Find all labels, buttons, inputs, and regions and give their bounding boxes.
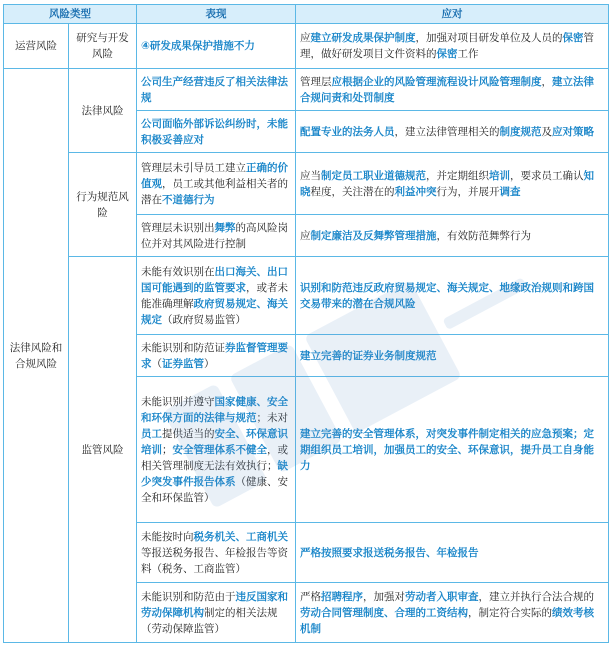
highlighted-text: 应对策略 [552, 125, 594, 138]
highlighted-text: 劳动合同管理制度、合理的工资结构 [300, 606, 468, 619]
highlighted-text: 保密 [436, 48, 458, 60]
response-cell [296, 153, 609, 215]
highlighted-text: 安全、环保意识培训 [141, 427, 288, 456]
plain-text: 应当 [300, 169, 321, 182]
plain-text: ，加强对 [363, 590, 405, 603]
plain-text: 未能按时向 [141, 530, 194, 543]
highlighted-text: 应根据企业的风险管理流程设计风险管理制度 [331, 75, 542, 88]
highlighted-text: 劳动者入职审查 [405, 590, 479, 603]
highlighted-text: 公司生产经营违反了相关法律法规 [141, 75, 288, 104]
subcategory-conduct: 行为规范风险 [69, 153, 137, 257]
highlighted-text: 制定廉洁及反舞弊管理措施 [310, 229, 437, 242]
response-cell [296, 111, 609, 153]
highlighted-text: 正确的价值观 [141, 161, 288, 190]
highlighted-text: 券监督管理要求 [141, 341, 288, 370]
table-row [4, 24, 609, 69]
highlighted-text: 制度规范 [499, 125, 542, 138]
plain-text: 行为，并展开 [436, 185, 500, 198]
plain-text: 未能识别和防范由于 [141, 590, 236, 603]
header-manifestation: 表现 [137, 5, 296, 24]
response-cell [296, 257, 609, 335]
plain-text: ，员工或其他利益相关者的潜在 [141, 177, 288, 206]
response-cell [296, 583, 609, 643]
plain-text: （ [151, 357, 162, 370]
highlighted-text: 利益冲突 [394, 185, 437, 198]
category-operational: 运营风险 [4, 24, 69, 69]
category-legal-compliance: 法律风险和合规风险 [4, 69, 69, 643]
response-cell [296, 377, 609, 523]
plain-text: 未能识别并遵守 [141, 395, 215, 408]
manifestation-cell [137, 583, 296, 643]
plain-text: ； [162, 443, 173, 456]
plain-text: 应 [300, 229, 311, 242]
response-cell [296, 523, 609, 583]
plain-text: ，并定期组织 [426, 169, 489, 182]
highlighted-text: 缺少突发事件报告体系 [141, 459, 288, 488]
plain-text: 制定的相关法规（劳动保障监管） [141, 606, 278, 635]
highlighted-text: 培训 [489, 169, 510, 182]
header-row [4, 5, 609, 24]
manifestation-cell [137, 215, 296, 257]
plain-text: 管理层未引导员工建立 [141, 161, 246, 174]
plain-text: ） [204, 357, 215, 370]
table-row [4, 257, 609, 335]
manifestation-cell [137, 69, 296, 111]
response-cell [296, 24, 609, 69]
plain-text: ，或者未能准确理解 [141, 281, 288, 310]
plain-text: 及 [541, 125, 552, 138]
plain-text: 未能识别和防范证 [141, 341, 225, 354]
highlighted-text: 建立完善的证券业务制度规范 [300, 349, 437, 362]
manifestation-cell [137, 377, 296, 523]
manifestation-cell [137, 523, 296, 583]
response-cell [296, 69, 609, 111]
highlighted-text: 公司面临外部诉讼纠纷时，未能积极妥善应对 [141, 117, 288, 146]
header-response: 应对 [296, 5, 609, 24]
plain-text: 严格 [300, 590, 321, 603]
header-risk-type: 风险类型 [4, 5, 137, 24]
plain-text: ，建立并执行合法合规的 [478, 590, 594, 603]
highlighted-text: 税务机关、工商机关 [193, 530, 288, 543]
highlighted-text: 保密 [562, 32, 584, 44]
plain-text: ，有效防范舞弊行为 [436, 229, 531, 242]
plain-text: 提供适当的 [162, 427, 215, 440]
plain-text: 应 [300, 32, 311, 44]
manifestation-cell [137, 24, 296, 69]
highlighted-text: 出口海关、出口国可能遇到的监管要求 [141, 265, 288, 294]
highlighted-text: 招聘程序 [321, 590, 363, 603]
plain-text: 工作 [457, 48, 479, 60]
highlighted-text: 政府贸易规定、海关规定 [141, 297, 288, 326]
highlighted-text: 知晓 [300, 169, 594, 198]
plain-text: ，制定符合实际的 [468, 606, 552, 619]
highlighted-text: 识别和防范违反政府贸易规定、海关规定、地缘政治规则和跨国交易带来的潜在合规风险 [300, 281, 594, 310]
highlighted-text: 配置专业的法务人员 [300, 125, 395, 138]
highlighted-text: 国家健康、安全和环保方面的法律与规范 [141, 395, 288, 424]
subcategory-legal: 法律风险 [69, 69, 137, 153]
plain-text: 等报送税务报告、年检报告等资料（税务、工商监管） [141, 546, 288, 575]
highlighted-text: 不道德行为 [162, 193, 215, 206]
highlighted-text: 员工 [141, 427, 162, 440]
risk-table [3, 4, 609, 643]
plain-text: 管理层 [300, 75, 332, 88]
highlighted-text: 制定员工职业道德规范 [321, 169, 426, 182]
plain-text: ，建立法律管理相关的 [394, 125, 500, 138]
plain-text: ， [541, 75, 552, 88]
response-cell [296, 335, 609, 377]
highlighted-text: 违反国家和劳动保障机构 [141, 590, 288, 619]
manifestation-cell [137, 257, 296, 335]
plain-text: （健康、安全和环保监管） [141, 475, 288, 504]
plain-text: ，加强对项目研发单位及人员的 [415, 32, 563, 44]
highlighted-text: 严格按照要求报送税务报告、年检报告 [300, 546, 479, 559]
response-cell [296, 215, 609, 257]
plain-text: （政府贸易监管） [162, 313, 246, 326]
manifestation-cell [137, 153, 296, 215]
plain-text: 管理，做好研发项目文件资料的 [300, 32, 594, 60]
table-row [4, 69, 609, 111]
subcategory-regulatory: 监管风险 [69, 257, 137, 643]
plain-text: ，要求员工确认 [510, 169, 584, 182]
plain-text: ，或相关管理制度无法有效执行； [141, 443, 288, 472]
highlighted-text: 安全管理体系不健全 [172, 443, 267, 456]
plain-text: 未能有效识别在 [141, 265, 215, 278]
highlighted-text: 证券监管 [162, 357, 204, 370]
highlighted-text: 建立完善的安全管理体系，对突发事件制定相关的应急预案；定期组织员工培训，加强员工的安全、环保意识，提升员工自身能力 [300, 427, 594, 472]
subcategory-rnd: 研究与开发风险 [69, 24, 137, 69]
plain-text: 管理层未识别出 [141, 221, 215, 234]
plain-text: 的高风险岗位并对其风险进行控制 [141, 221, 288, 250]
manifestation-cell [137, 335, 296, 377]
manifestation-cell [137, 111, 296, 153]
highlighted-text: 舞弊 [214, 221, 236, 234]
table-row [4, 153, 609, 215]
highlighted-text: 建立法律合规问责和处罚制度 [300, 75, 594, 104]
highlighted-text: 建立研发成果保护制度 [310, 32, 416, 44]
highlighted-text: ④研发成果保护措施不力 [141, 40, 255, 52]
plain-text: ；未对 [256, 411, 288, 424]
highlighted-text: 绩效考核机制 [300, 606, 594, 635]
highlighted-text: 调查 [499, 185, 521, 198]
plain-text: 程度，关注潜在的 [310, 185, 395, 198]
